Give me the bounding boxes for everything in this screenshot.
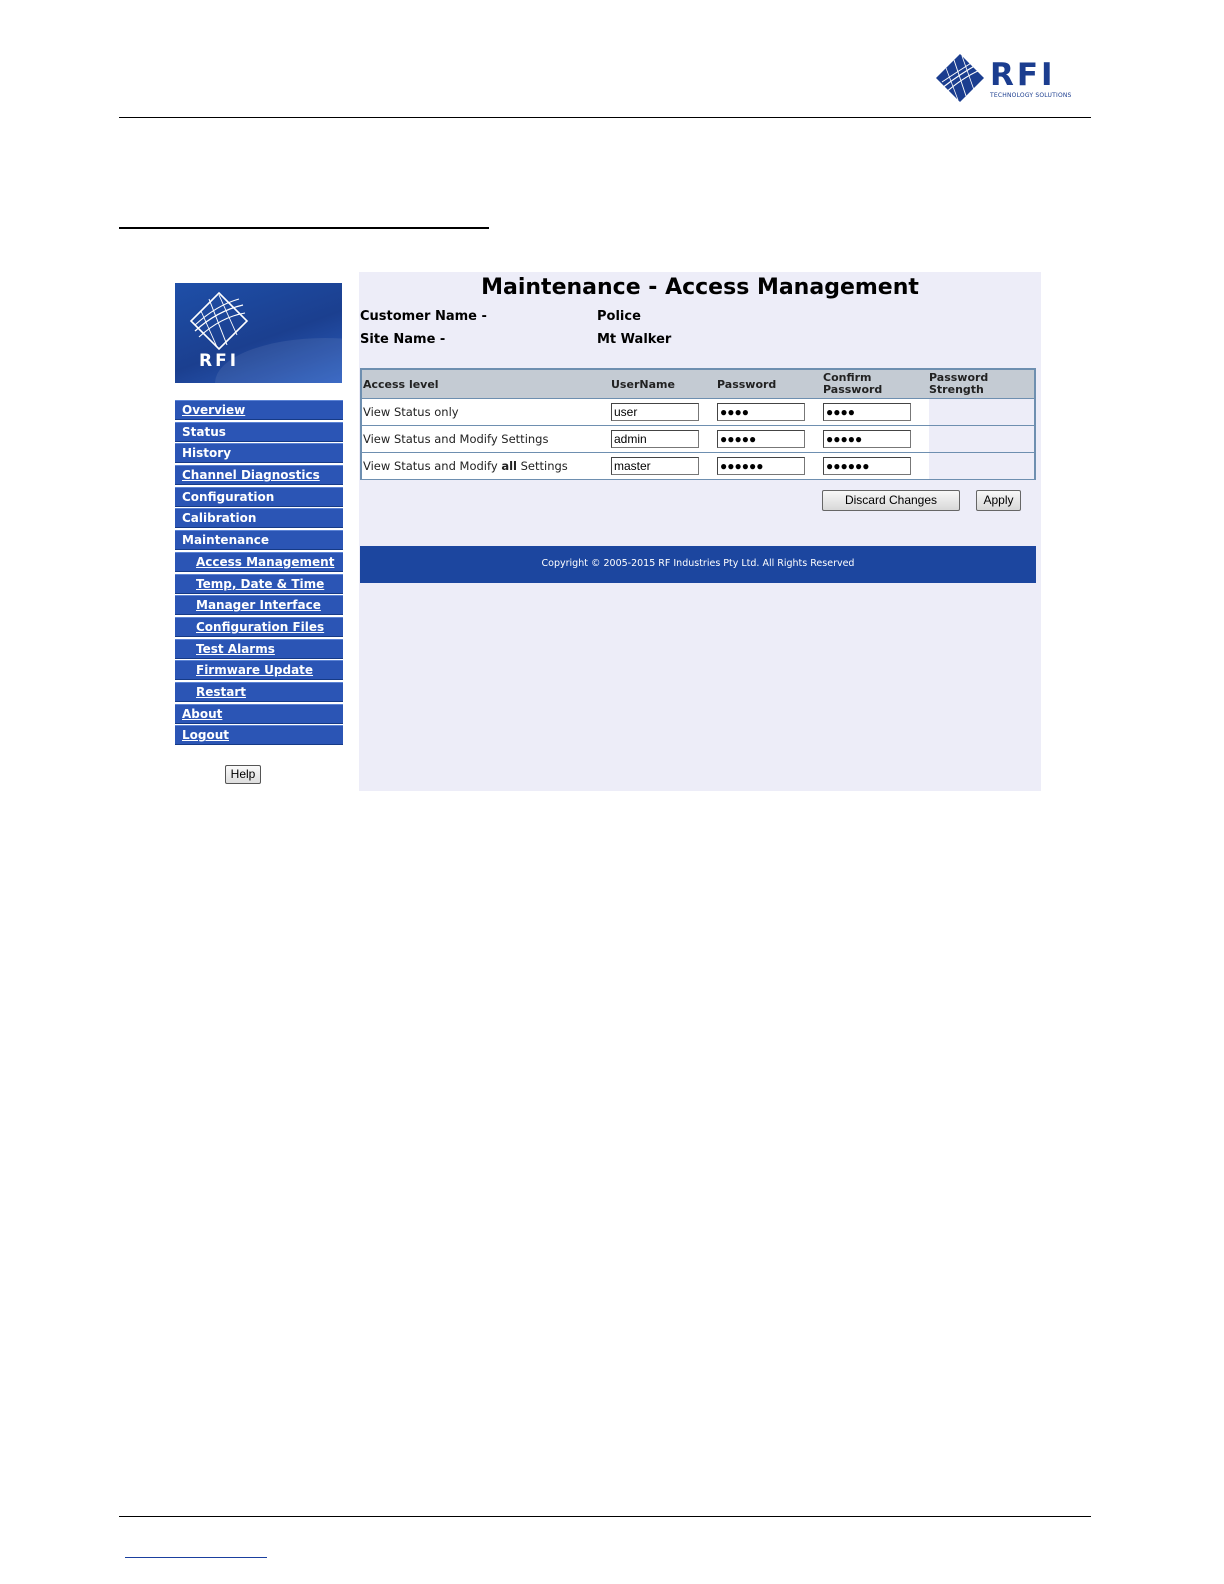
table-row xyxy=(362,453,1034,479)
sidebar-item-label: Overview xyxy=(182,403,246,417)
sidebar-nav xyxy=(175,400,343,747)
banner-text: RFI xyxy=(199,351,240,371)
sidebar-item-label: Manager Interface xyxy=(196,598,321,613)
section-heading-rule xyxy=(119,227,489,229)
sidebar-item-label: Test Alarms xyxy=(196,641,275,656)
sidebar-item-label: Restart xyxy=(196,684,247,699)
footer-rule xyxy=(119,1516,1091,1517)
copyright-footer: Copyright © 2005-2015 RF Industries Pty Ltd. All Rights Reserved xyxy=(360,546,1036,583)
brand-name: RFI xyxy=(990,57,1056,93)
confirm-password-input[interactable]: ●●●●●● xyxy=(823,457,911,475)
col-username: UserName xyxy=(611,378,675,391)
table-row xyxy=(362,399,1034,426)
password-input[interactable]: ●●●● xyxy=(717,403,805,421)
sidebar-item-about[interactable] xyxy=(175,704,343,724)
password-input[interactable]: ●●●●● xyxy=(717,430,805,448)
sidebar-item-maintenance[interactable] xyxy=(175,530,343,550)
sidebar-item-label: Firmware Update xyxy=(196,663,314,678)
access-level-text: View Status only xyxy=(363,405,459,419)
access-level-cell xyxy=(363,405,459,419)
sidebar-item-label: Access Management xyxy=(196,554,335,569)
header-rule xyxy=(119,117,1091,118)
sidebar-item-status[interactable] xyxy=(175,422,343,442)
username-input[interactable]: admin xyxy=(611,430,699,448)
sidebar-item-firmware-update[interactable] xyxy=(175,660,343,680)
password-input[interactable]: ●●●●●● xyxy=(717,457,805,475)
banner-logo-icon xyxy=(187,291,251,351)
sidebar-item-configuration[interactable] xyxy=(175,487,343,507)
confirm-password-input[interactable]: ●●●● xyxy=(823,403,911,421)
col-password-strength: Password Strength xyxy=(929,371,989,396)
sidebar-item-restart[interactable] xyxy=(175,682,343,702)
customer-name-value: Police xyxy=(597,309,641,324)
sidebar-item-label: Temp, Date & Time xyxy=(196,576,325,591)
sidebar-item-access-management[interactable] xyxy=(175,552,343,572)
access-level-text: View Status and Modify Settings xyxy=(363,432,549,446)
sidebar-item-logout[interactable] xyxy=(175,725,343,745)
sidebar-item-history[interactable] xyxy=(175,443,343,463)
access-level-cell xyxy=(363,459,568,473)
sidebar-item-calibration[interactable] xyxy=(175,508,343,528)
main-panel xyxy=(359,272,1041,791)
col-access-level: Access level xyxy=(363,378,439,391)
sidebar-banner xyxy=(175,283,342,383)
access-level-cell xyxy=(363,432,548,446)
site-name-value: Mt Walker xyxy=(597,332,672,347)
site-name-label: Site Name - xyxy=(360,332,446,347)
sidebar-item-label: Maintenance xyxy=(182,533,270,548)
sidebar-item-configuration-files[interactable] xyxy=(175,617,343,637)
brand-tagline: TECHNOLOGY SOLUTIONS xyxy=(990,92,1072,99)
apply-button[interactable]: Apply xyxy=(976,490,1021,511)
password-strength-cell xyxy=(929,399,1034,425)
table-row xyxy=(362,426,1034,453)
confirm-password-input[interactable]: ●●●●● xyxy=(823,430,911,448)
footer-link-underline xyxy=(125,1557,267,1558)
username-input[interactable]: master xyxy=(611,457,699,475)
discard-changes-button[interactable]: Discard Changes xyxy=(822,490,960,511)
sidebar-item-manager-interface[interactable] xyxy=(175,595,343,615)
sidebar-item-overview[interactable] xyxy=(175,400,343,420)
access-level-emphasis: all xyxy=(501,459,517,473)
sidebar-item-channel-diagnostics[interactable] xyxy=(175,465,343,485)
password-strength-cell xyxy=(929,453,1034,479)
help-button[interactable]: Help xyxy=(225,765,261,784)
sidebar-item-test-alarms[interactable] xyxy=(175,639,343,659)
sidebar-item-label: Logout xyxy=(182,728,230,743)
page-title: Maintenance - Access Management xyxy=(481,275,919,300)
customer-name-label: Customer Name - xyxy=(360,309,487,324)
access-table xyxy=(360,368,1036,480)
sidebar-item-label: Calibration xyxy=(182,511,257,526)
username-input[interactable]: user xyxy=(611,403,699,421)
password-strength-cell xyxy=(929,426,1034,452)
table-header xyxy=(362,370,1034,399)
sidebar-item-label: Status xyxy=(182,424,226,439)
access-level-text: View Status and Modify xyxy=(363,459,502,473)
sidebar-item-label: About xyxy=(182,706,223,721)
access-level-text-end: Settings xyxy=(516,459,568,473)
sidebar-item-label: Channel Diagnostics xyxy=(182,468,320,483)
sidebar-item-temp-date-time[interactable] xyxy=(175,574,343,594)
sidebar-item-label: History xyxy=(182,446,232,461)
col-password: Password xyxy=(717,378,777,391)
col-confirm-password: Confirm Password xyxy=(823,371,883,396)
sidebar-item-label: Configuration Files xyxy=(196,619,325,634)
sidebar-item-label: Configuration xyxy=(182,489,275,504)
